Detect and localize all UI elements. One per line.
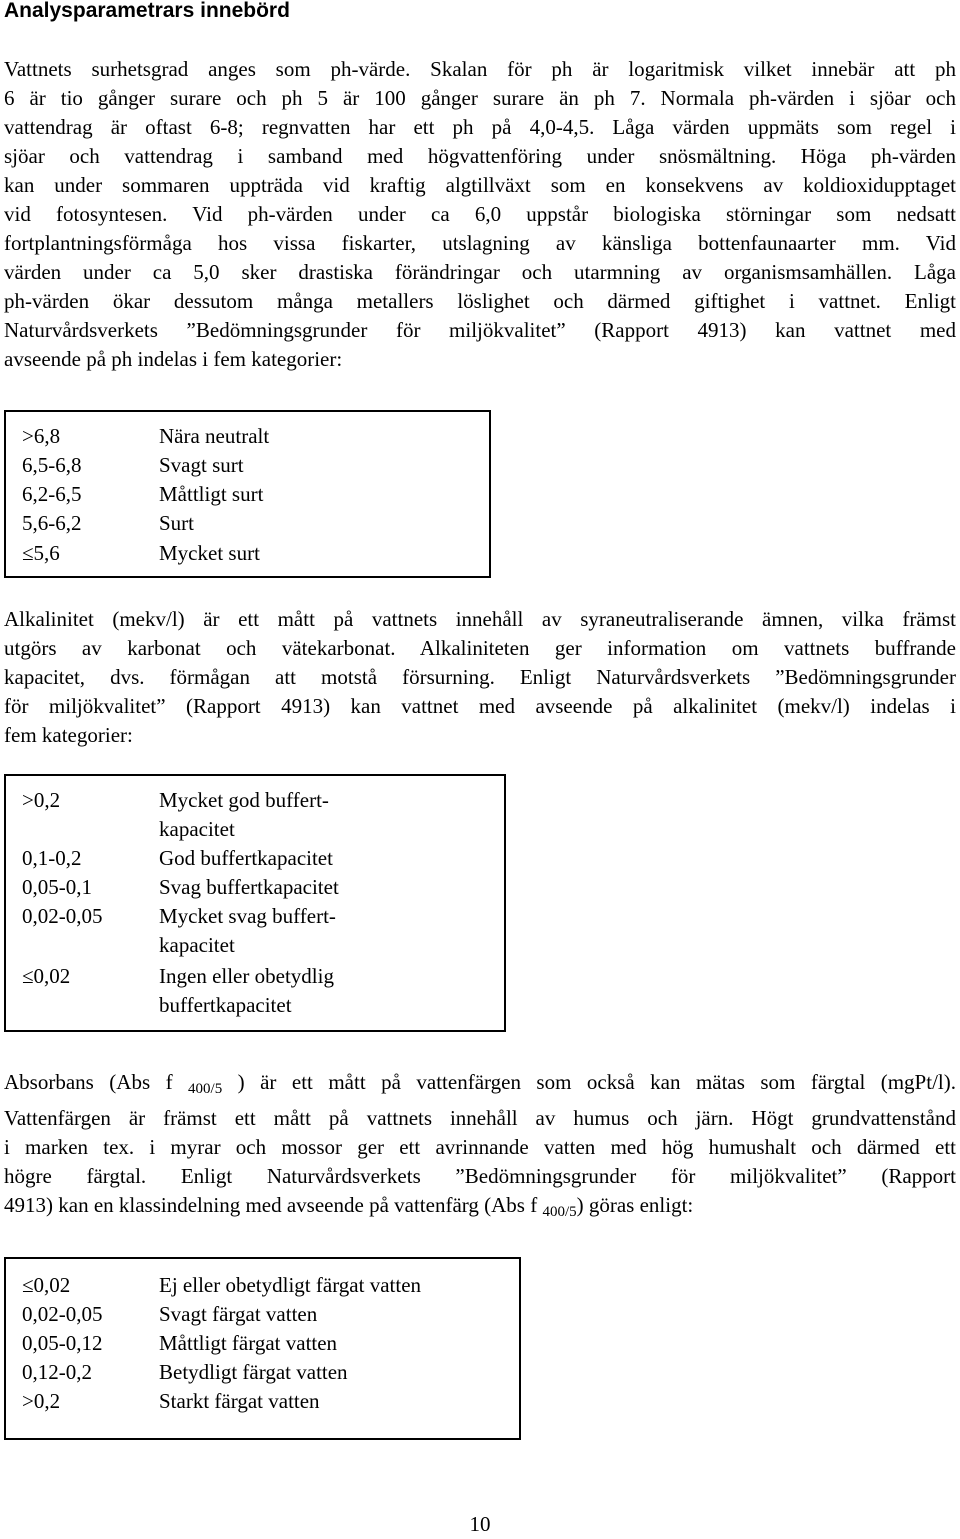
page-number: 10: [469, 1512, 491, 1536]
alkalinity-category: buffertkapacitet: [159, 993, 292, 1017]
ph-category: Surt: [159, 511, 195, 535]
alkalinity-range: 0,02-0,05: [22, 904, 103, 928]
absorbance-range: ≤0,02: [22, 1273, 71, 1297]
text-line: vattendrag är oftast 6-8; regnvatten har ett ph på 4,0-4,5. Låga värden uppmäts som regel i: [4, 115, 956, 139]
text-line: Vattnets surhetsgrad anges som ph-värde. Skalan för ph är logaritmisk vilket innebär att ph: [4, 57, 956, 81]
color-category: Betydligt färgat vatten: [159, 1360, 348, 1384]
absorbance-paragraph: [4, 1068, 956, 1227]
text-line: kan under sommaren uppträda vid kraftig algtillväxt som en konsekvens av koldioxidupptaget: [4, 173, 956, 197]
alkalinity-category: God buffertkapacitet: [159, 846, 333, 870]
text-line: 4913) kan en klassindelning med avseende på vattenfärg (Abs f $_{400/5}$) göras enligt:: [4, 1193, 694, 1220]
text-line: fortplantningsförmåga hos vissa fiskarter, utslagning av känsliga bottenfaunaarter mm. Vid: [4, 231, 956, 255]
table-row: [6, 1387, 519, 1416]
table-row: [6, 451, 489, 480]
text-line: utgörs av karbonat och vätekarbonat. Alkaliniteten ger information om vattnets buffrande: [4, 636, 956, 660]
table-row: [6, 962, 504, 991]
table-row: [6, 480, 489, 509]
ph-paragraph: [4, 55, 956, 374]
text-line: för miljökvalitet” (Rapport 4913) kan vattnet med avseende på alkalinitet (mekv/l) indelas i: [4, 694, 956, 718]
alkalinity-category: kapacitet: [159, 817, 235, 841]
ph-category: Måttligt surt: [159, 482, 264, 506]
subscript: 400/5: [542, 1204, 577, 1220]
ph-range: >6,8: [22, 424, 61, 448]
alkalinity-category: kapacitet: [159, 933, 235, 957]
ph-range: ≤5,6: [22, 541, 60, 565]
ph-category: Nära neutralt: [159, 424, 270, 448]
table-row-continuation: [6, 991, 504, 1020]
text-line: i marken tex. i myrar och mossor ger ett avrinnande vatten med hög humushalt och därmed ett: [4, 1135, 956, 1159]
ph-category: Mycket surt: [159, 541, 260, 565]
alkalinity-category: Svag buffertkapacitet: [159, 875, 339, 899]
alkalinity-range: >0,2: [22, 788, 61, 812]
table-row: [6, 509, 489, 538]
alkalinity-category: Mycket god buffert-: [159, 788, 329, 812]
table-row: [6, 786, 504, 815]
text-line: Naturvårdsverkets ”Bedömningsgrunder för miljökvalitet” (Rapport 4913) kan vattnet med: [4, 318, 956, 342]
page-heading: Analysparametrars innebörd: [4, 0, 290, 22]
absorbance-range: 0,05-0,12: [22, 1331, 103, 1355]
table-row: [6, 1300, 519, 1329]
table-row: [6, 1358, 519, 1387]
text-line: avseende på ph indelas i fem kategorier:: [4, 347, 343, 371]
ph-range: 6,2-6,5: [22, 482, 82, 506]
water-color-category-table: [4, 1257, 521, 1440]
table-row: [6, 844, 504, 873]
subscript: 400/5: [188, 1081, 223, 1097]
table-row-continuation: [6, 815, 504, 844]
table-row-continuation: [6, 931, 504, 960]
ph-range: 5,6-6,2: [22, 511, 82, 535]
text-line: 6 är tio gånger surare och ph 5 är 100 gånger surare än ph 7. Normala ph-värden i sjöar och: [4, 86, 956, 110]
text-line: vid fotosyntesen. Vid ph-värden under ca 6,0 uppstår biologiska störningar som nedsatt: [4, 202, 956, 226]
text-line: kapacitet, dvs. förmågan att motstå försurning. Enligt Naturvårdsverkets ”Bedömningsgrunder: [4, 665, 956, 689]
table-row: [6, 539, 489, 568]
color-category: Starkt färgat vatten: [159, 1389, 320, 1413]
text-line: fem kategorier:: [4, 723, 133, 747]
text-line: Absorbans (Abs f $_{400/5}$ ) är ett mått på vattenfärgen som också kan mätas som färgtal (mgPt/l).: [4, 1070, 956, 1097]
absorbance-range: >0,2: [22, 1389, 61, 1413]
ph-category-table: [4, 410, 491, 578]
table-row: [6, 1329, 519, 1358]
text-line: Alkalinitet (mekv/l) är ett mått på vattnets innehåll av syraneutraliserande ämnen, vilka främst: [4, 607, 956, 631]
color-category: Måttligt färgat vatten: [159, 1331, 338, 1355]
alkalinity-category: Ingen eller obetydlig: [159, 964, 334, 988]
table-row: [6, 902, 504, 931]
ph-category: Svagt surt: [159, 453, 244, 477]
text-line: sjöar och vattendrag i samband med högvattenföring under snösmältning. Höga ph-värden: [4, 144, 956, 168]
table-row: [6, 1271, 519, 1300]
absorbance-range: 0,02-0,05: [22, 1302, 103, 1326]
alkalinity-range: ≤0,02: [22, 964, 71, 988]
text-line: ph-värden ökar dessutom många metallers löslighet och därmed giftighet i vattnet. Enligt: [4, 289, 956, 313]
ph-range: 6,5-6,8: [22, 453, 82, 477]
alkalinity-category-table: [4, 774, 506, 1032]
alkalinity-range: 0,1-0,2: [22, 846, 82, 870]
text-line: värden under ca 5,0 sker drastiska förändringar och utarmning av organismsamhällen. Låga: [4, 260, 956, 284]
table-row: [6, 873, 504, 902]
table-row: [6, 422, 489, 451]
alkalinity-paragraph: [4, 605, 956, 750]
text-line: Vattenfärgen är främst ett mått på vattnets innehåll av humus och järn. Högt grundvattenstånd: [4, 1106, 956, 1130]
color-category: Svagt färgat vatten: [159, 1302, 318, 1326]
color-category: Ej eller obetydligt färgat vatten: [159, 1273, 422, 1297]
text-line: högre färgtal. Enligt Naturvårdsverkets ”Bedömningsgrunder för miljökvalitet” (Rapport: [4, 1164, 956, 1188]
alkalinity-category: Mycket svag buffert-: [159, 904, 336, 928]
absorbance-range: 0,12-0,2: [22, 1360, 92, 1384]
alkalinity-range: 0,05-0,1: [22, 875, 92, 899]
